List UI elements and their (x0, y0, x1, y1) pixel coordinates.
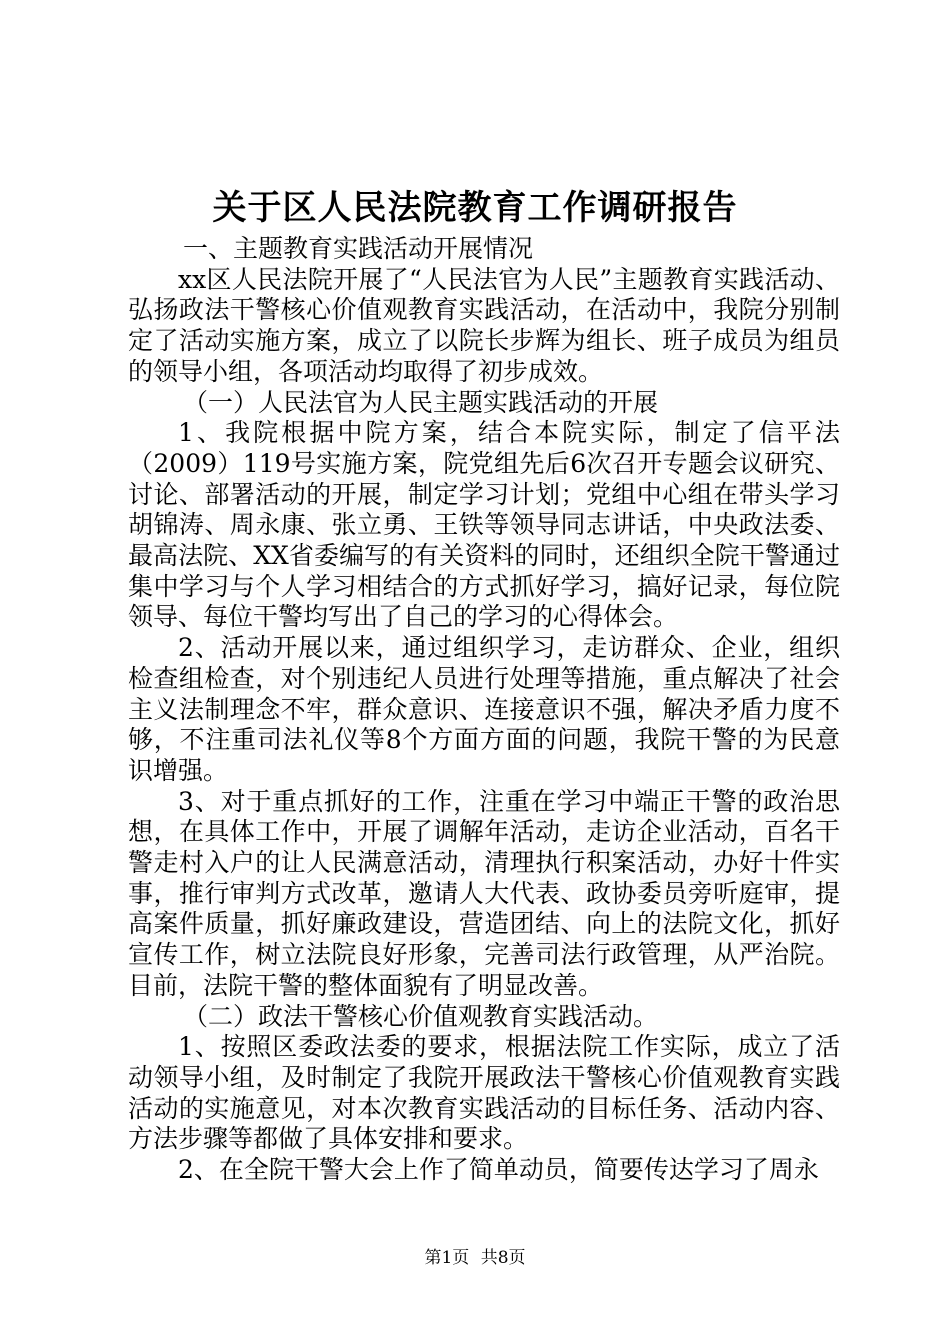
subsection-heading: （一）人民法官为人民主题实践活动的开展 (183, 387, 659, 417)
paragraph: xx区人民法院开展了“人民法官为人民”主题教育实践活动、弘扬政法干警核心价值观教育实践活动，在活动中，我院分别制定了活动实施方案，成立了以院长步辉为组长、班子成员为组员的领导小组，各项活动均取得了初步成效。 (128, 264, 840, 386)
paragraph: 3、对于重点抓好的工作，注重在学习中端正干警的政治思想，在具体工作中，开展了调解年活动，走访企业活动，百名干警走村入户的让人民满意活动，清理执行积案活动，办好十件实事，推行审判方式改革，邀请人大代表、政协委员旁听庭审，提高案件质量，抓好廉政建设，营造团结、向上的法院文化，抓好宣传工作，树立法院良好形象，完善司法行政管理，从严治院。目前，法院干警的整体面貌有了明显改善。 (128, 786, 840, 1000)
paragraph: 1、我院根据中院方案，结合本院实际，制定了信平法（2009）119号实施方案，院党组先后6次召开专题会议研究、讨论、部署活动的开展，制定学习计划；党组中心组在带头学习胡锦涛、周永康、张立勇、王铁等领导同志讲话，中央政法委、最高法院、XX省委编写的有关资料的同时，还组织全院干警通过集中学习与个人学习相结合的方式抓好学习，搞好记录，每位院领导、每位干警均写出了自己的学习的心得体会。 (128, 418, 840, 632)
document-body (128, 234, 840, 1186)
paragraph: 2、在全院干警大会上作了简单动员，简要传达学习了周永 (178, 1155, 819, 1185)
paragraph: 2、活动开展以来，通过组织学习，走访群众、企业，组织检查组检查，对个别违纪人员进行处理等措施，重点解决了社会主义法制理念不牢，群众意识、连接意识不强，解决矛盾力度不够，不注重司法礼仪等8个方面方面的问题，我院干警的为民意识增强。 (128, 633, 840, 785)
subsection-heading: （二）政法干警核心价值观教育实践活动。 (183, 1001, 659, 1031)
page-footer: 第1页 共8页 (424, 1248, 526, 1268)
paragraph: 1、按照区委政法委的要求，根据法院工作实际，成立了活动领导小组，及时制定了我院开展政法干警核心价值观教育实践活动的实施意见，对本次教育实践活动的目标任务、活动内容、方法步骤等都做了具体安排和要求。 (128, 1032, 840, 1154)
section-heading: 一、主题教育实践活动开展情况 (183, 234, 534, 263)
document-title: 关于区人民法院教育工作调研报告 (212, 188, 738, 228)
